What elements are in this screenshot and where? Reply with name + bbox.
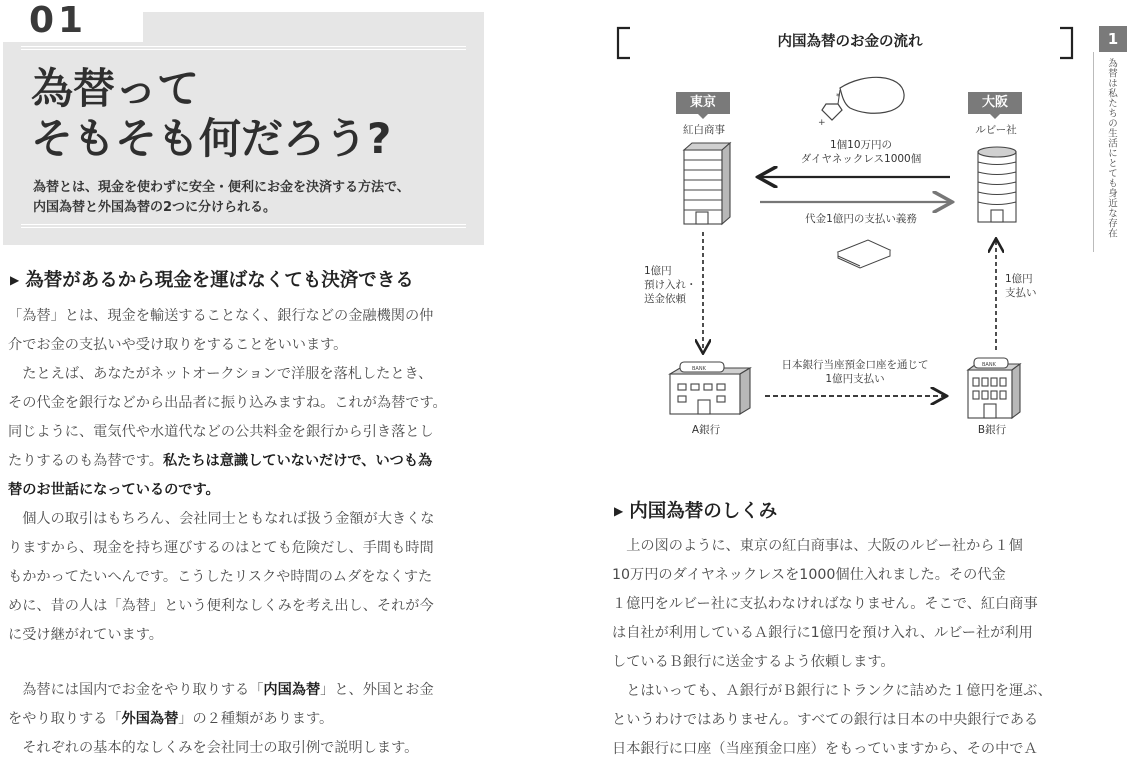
text-line: 「為替」とは、現金を輸送することなく、銀行などの金融機関の仲 (8, 308, 434, 324)
text-line: は自社が利用しているＡ銀行に1億円を預け入れ、ルビー社が利用 (612, 625, 1033, 641)
bank-sign-a: BANK (692, 366, 706, 372)
diagram-title: 内国為替のお金の流れ (777, 34, 923, 50)
svg-text:+: + (818, 118, 826, 128)
payment-line-2: 支払い (1005, 287, 1037, 299)
text-line: 上の図のように、東京の紅白商事は、大阪のルビー社から１個 (612, 538, 1023, 554)
text-line: 個人の取引はもちろん、会社同士ともなれば扱う金額が大きくな (8, 511, 435, 527)
goods-label (786, 138, 936, 166)
goods-line-1: 1個10万円の (829, 139, 893, 151)
title-rule-top (21, 46, 466, 50)
text-span: をやり取りする「 (8, 711, 122, 727)
text-line: その代金を銀行などから出品者に振り込みますね。これが為替です。 (8, 395, 447, 411)
text-line: それぞれの基本的なしくみを会社同士の取引例で説明します。 (8, 740, 419, 756)
bracket-left (618, 28, 630, 58)
tokyo-tag: 東京 (676, 92, 730, 114)
osaka-tag: 大阪 (968, 92, 1022, 114)
text-line: 10万円のダイヤネックレスを1000個仕入れました。その代金 (612, 567, 1006, 583)
side-divider (1093, 52, 1094, 252)
boj-transfer-label (760, 358, 950, 386)
title-line-2: そもそも何だろう? (31, 114, 392, 163)
text-line (8, 476, 447, 505)
text-line (8, 705, 434, 734)
payment-label (1005, 272, 1037, 300)
section-heading (614, 497, 777, 523)
triangle-marker-icon: ▶ (10, 273, 20, 287)
text-line: 同じように、電気代や水道代などの公共料金を銀行から引き落とし (8, 424, 434, 440)
left-page (0, 0, 500, 762)
bracket-right (1060, 28, 1072, 58)
obligation-label: 代金1億円の支払い義務 (805, 213, 917, 225)
text-line: しているＢ銀行に送金するよう依頼します。 (612, 654, 895, 670)
triangle-marker-icon: ▶ (614, 504, 624, 518)
section-heading (10, 266, 414, 292)
diamond-necklace-icon (818, 77, 904, 128)
svg-text:*: * (836, 92, 840, 101)
body-paragraph-1 (8, 302, 447, 650)
title-rule-bottom (21, 224, 466, 228)
title-line-1: 為替って (31, 64, 200, 113)
boj-line-2: 1億円支払い (825, 373, 885, 385)
text-line (8, 676, 434, 705)
flow-diagram (600, 0, 1146, 470)
office-tower-icon (978, 147, 1016, 222)
bank-a-label: A銀行 (691, 424, 721, 436)
right-page (600, 0, 1146, 762)
company-b-label: ルビー社 (975, 124, 1017, 136)
company-a-label: 紅白商事 (683, 124, 725, 136)
text-line: に受け継がれています。 (8, 627, 163, 643)
chapter-number: 01 (29, 0, 88, 41)
bank-b-label: B銀行 (977, 424, 1007, 436)
text-line: 介でお金の支払いや受け取りをすることをいいます。 (8, 337, 348, 353)
emphasis-text: 内国為替 (263, 682, 321, 698)
text-line (8, 447, 447, 476)
chapter-number-tab (3, 0, 143, 42)
deposit-line-2: 預け入れ・ (644, 279, 697, 291)
text-span: 」の２種類があります。 (178, 711, 334, 727)
text-line: というわけではありません。すべての銀行は日本の中央銀行である (612, 712, 1039, 728)
emphasis-text: 替のお世話になっているのです。 (8, 482, 220, 498)
lead-text (33, 178, 473, 218)
text-line: 日本銀行に口座（当座預金口座）をもっていますから、その中でＡ (612, 741, 1038, 757)
text-span: 為替には国内でお金をやり取りする「 (8, 682, 264, 698)
emphasis-text: 私たちは意識していないだけで、いつも為 (162, 453, 433, 469)
text-line: りますから、現金を持ち運びするのはとても危険だし、手間も時間 (8, 540, 434, 556)
text-span: たりするのも為替です。 (8, 453, 163, 469)
title-box (3, 0, 484, 245)
emphasis-text: 外国為替 (121, 711, 179, 727)
text-line: とはいっても、Ａ銀行がＢ銀行にトランクに詰めた１億円を運ぶ、 (612, 683, 1052, 699)
deposit-label (644, 264, 697, 306)
text-line: たとえば、あなたがネットオークションで洋服を落札したとき、 (8, 366, 433, 382)
payment-line-1: 1億円 (1005, 273, 1033, 285)
text-line: めに、昔の人は「為替」という便利なしくみを考え出し、それが今 (8, 598, 434, 614)
office-building-icon (684, 143, 730, 224)
goods-line-2: ダイヤネックレス1000個 (800, 153, 922, 165)
text-line: もかかってたいへんです。こうしたリスクや時間のムダをなくすた (8, 569, 433, 585)
text-line: １億円をルビー社に支払わなければなりません。そこで、紅白商事 (612, 596, 1038, 612)
deposit-line-1: 1億円 (644, 265, 672, 277)
text-span: 」と、外国とお金 (320, 682, 434, 698)
lead-line-2: 内国為替と外国為替の2つに分けられる。 (33, 200, 277, 215)
section-heading-text: 内国為替のしくみ (629, 501, 778, 522)
body-paragraph (612, 532, 1052, 762)
body-paragraph-3 (8, 676, 434, 762)
lead-line-1: 為替とは、現金を使わずに安全・便利にお金を決済する方法で、 (33, 180, 410, 195)
page-title (31, 64, 471, 164)
section-heading-text: 為替があるから現金を運ばなくても決済できる (25, 270, 414, 291)
bank-building-icon (670, 362, 750, 414)
cash-bundle-icon (838, 240, 890, 268)
bank-sign-b: BANK (982, 362, 996, 368)
deposit-line-3: 送金依頼 (644, 293, 686, 305)
chapter-index-title: 為替は私たちの生活にとても身近な存在 (1106, 58, 1117, 238)
chapter-index-tab: 1 (1099, 26, 1127, 52)
boj-line-1: 日本銀行当座預金口座を通じて (781, 359, 929, 371)
diagram-graphics (600, 0, 1146, 470)
